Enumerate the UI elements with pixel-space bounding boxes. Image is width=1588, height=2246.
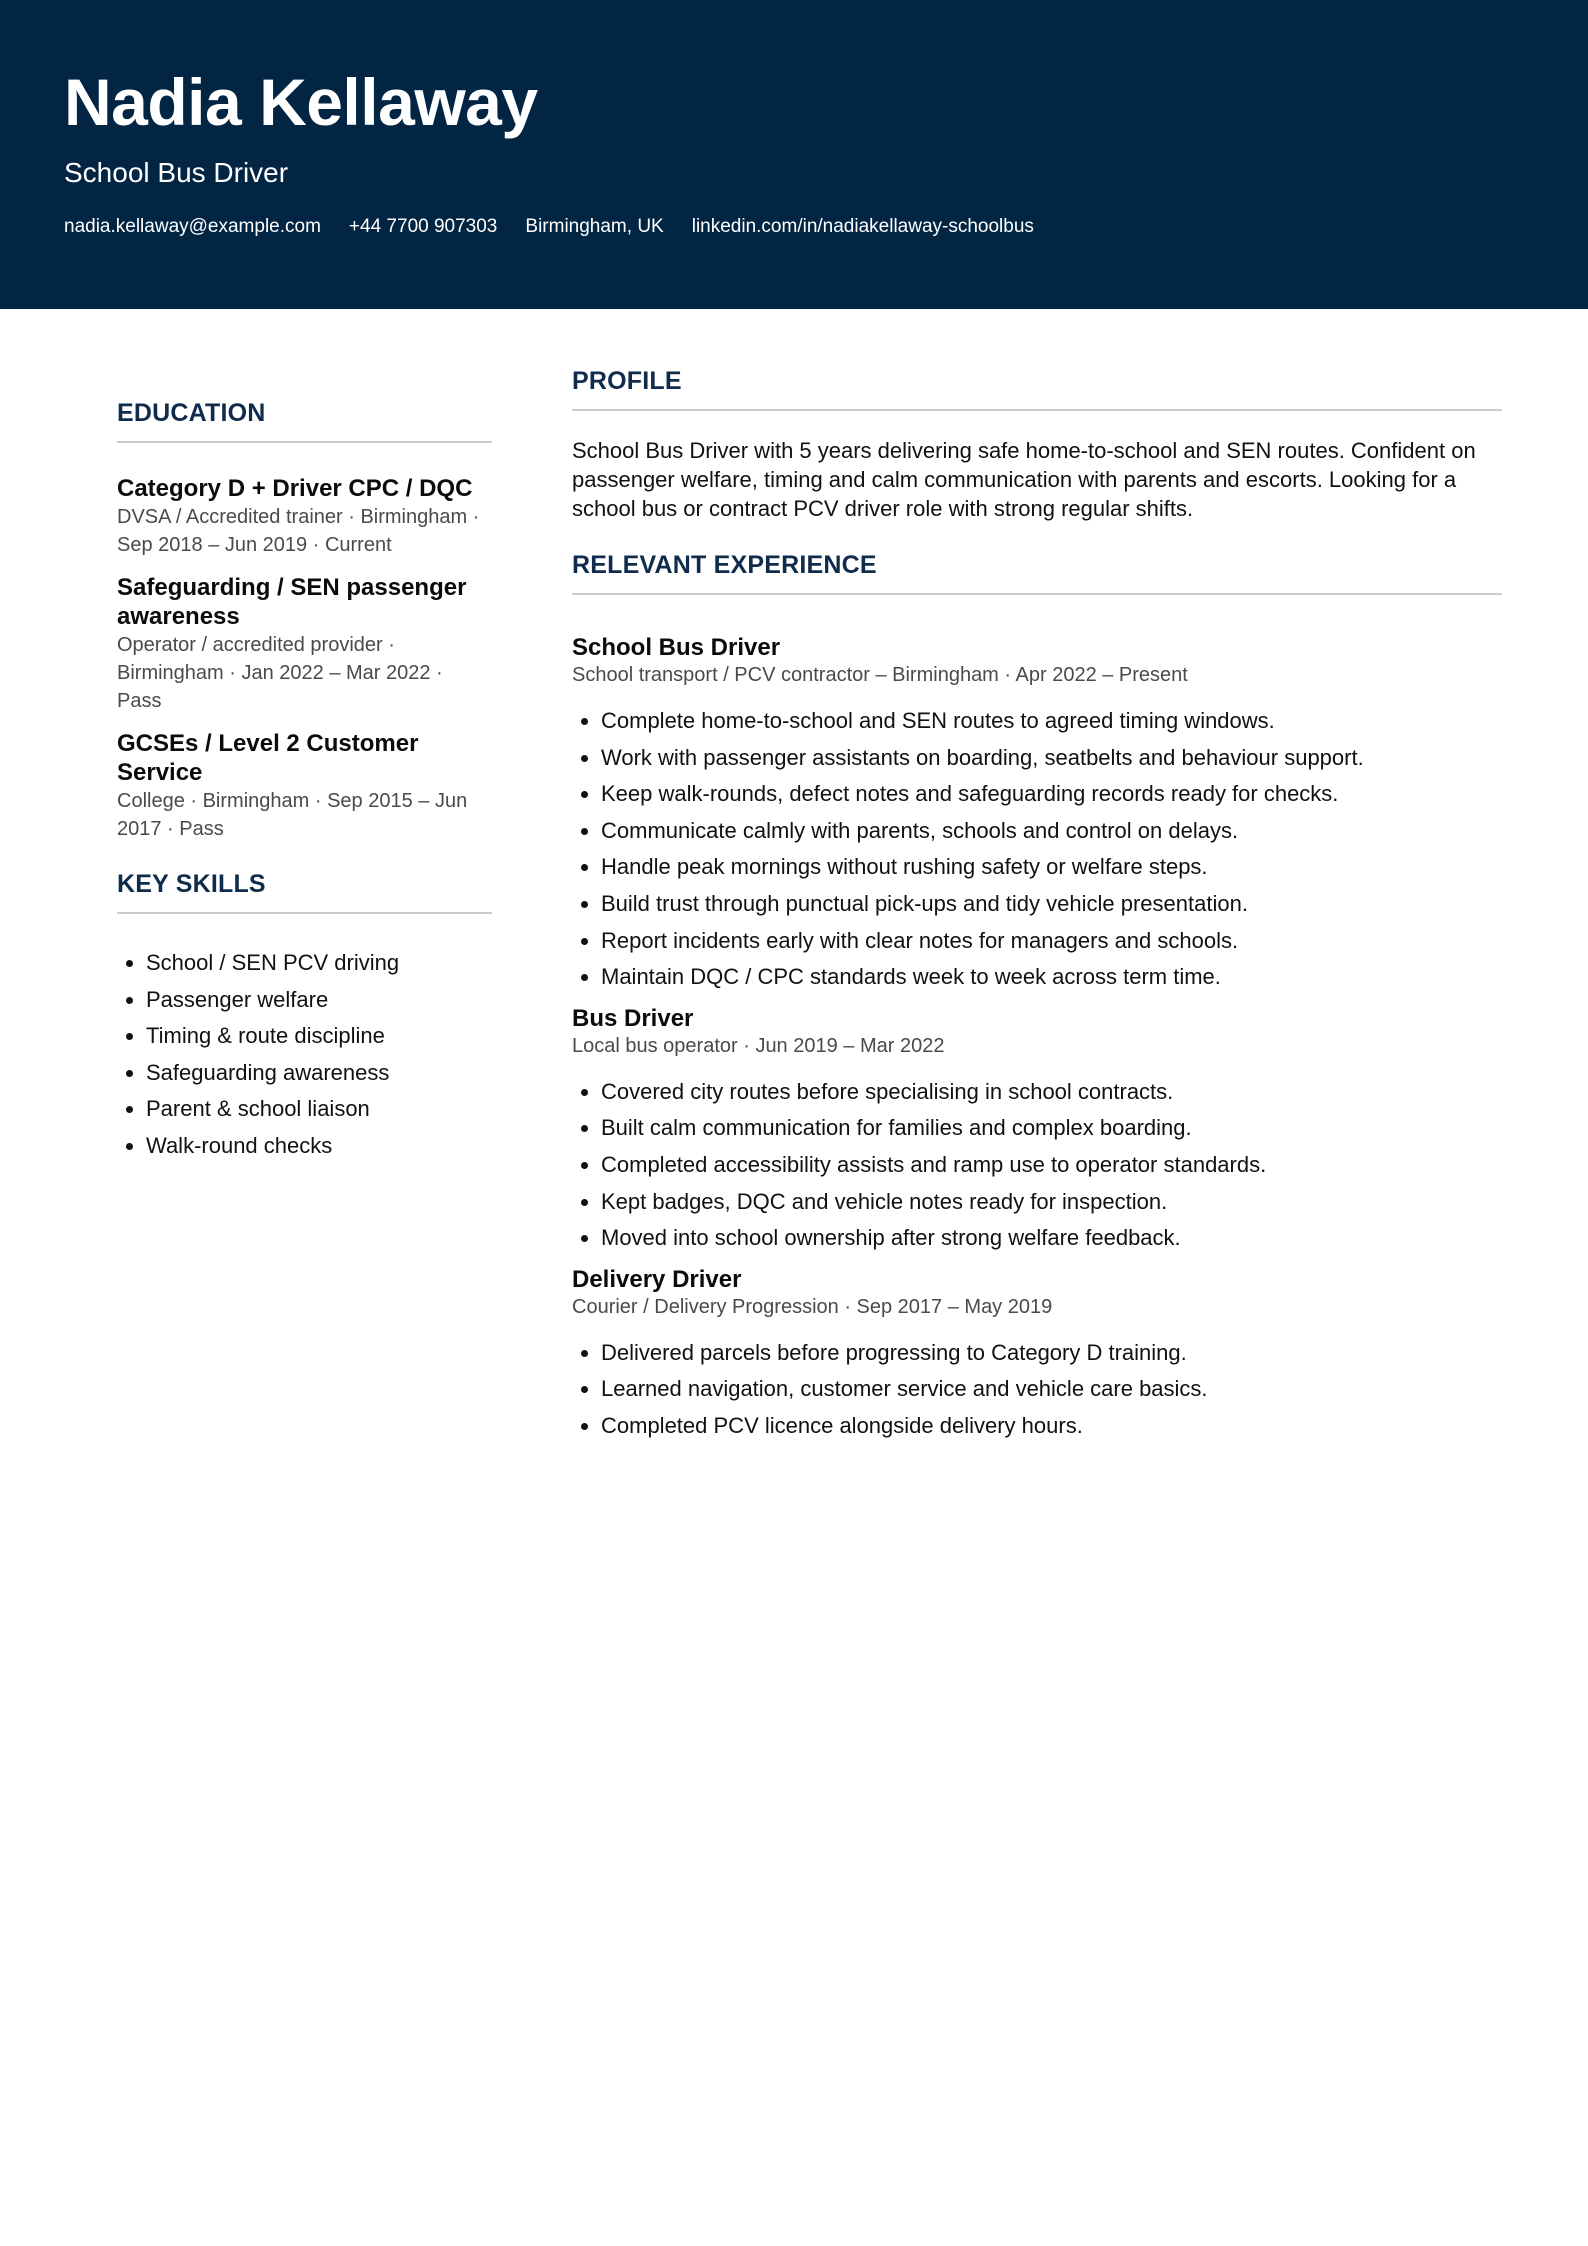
contact-line <box>64 214 1062 240</box>
job-bullet: • Completed PCV licence alongside delivery hours. <box>601 1408 1502 1445</box>
education-title: GCSEs / Level 2 Customer Service <box>117 730 419 786</box>
contact-location: Birmingham, UK <box>525 216 664 237</box>
education-title: Category D + Driver CPC / DQC <box>117 475 473 502</box>
education-heading: EDUCATION <box>117 396 492 443</box>
job-title: School Bus Driver <box>572 634 781 661</box>
left-column <box>117 396 492 1165</box>
education-item <box>117 573 492 715</box>
education-meta: Operator / accredited provider · Birmingham · Jan 2022 – Mar 2022 · Pass <box>117 634 443 712</box>
skill-item: • Parent & school liaison <box>146 1091 492 1128</box>
job-bullet: • Keep walk-rounds, defect notes and safeguarding records ready for checks. <box>601 776 1502 813</box>
job-bullet: • Complete home-to-school and SEN routes to agreed timing windows. <box>601 703 1502 740</box>
job-bullet: • Report incidents early with clear notes for managers and schools. <box>601 923 1502 960</box>
candidate-name: Nadia Kellaway <box>64 65 538 139</box>
job-bullet: • Work with passenger assistants on boarding, seatbelts and behaviour support. <box>601 740 1502 777</box>
job-bullet: • Delivered parcels before progressing to Category D training. <box>601 1335 1502 1372</box>
job-meta: Local bus operator · Jun 2019 – Mar 2022 <box>572 1034 945 1057</box>
contact-linkedin[interactable]: linkedin.com/in/nadiakellaway-schoolbus <box>691 216 1034 237</box>
job-bullet: • Covered city routes before specialising in school contracts. <box>601 1074 1502 1111</box>
job-entry <box>572 1265 1502 1445</box>
contact-email[interactable]: nadia.kellaway@example.com <box>64 216 321 237</box>
skill-item: • Passenger welfare <box>146 982 492 1019</box>
job-bullet: • Kept badges, DQC and vehicle notes ready for inspection. <box>601 1184 1502 1221</box>
job-entry <box>572 1004 1502 1257</box>
job-bullet: • Built calm communication for families and complex boarding. <box>601 1110 1502 1147</box>
job-meta: Courier / Delivery Progression · Sep 2017 – May 2019 <box>572 1295 1053 1318</box>
skill-item: • School / SEN PCV driving <box>146 945 492 982</box>
job-title: Bus Driver <box>572 1004 694 1032</box>
skills-list <box>117 945 492 1165</box>
education-meta: College · Birmingham · Sep 2015 – Jun 2017 · Pass <box>117 790 468 840</box>
skill-item: • Timing & route discipline <box>146 1018 492 1055</box>
job-bullet: • Learned navigation, customer service and vehicle care basics. <box>601 1371 1502 1408</box>
job-bullet: • Build trust through punctual pick-ups and tidy vehicle presentation. <box>601 886 1502 923</box>
job-bullets <box>572 1335 1502 1445</box>
job-bullet: • Completed accessibility assists and ramp use to operator standards. <box>601 1147 1502 1184</box>
right-column <box>572 364 1502 1445</box>
contact-phone[interactable]: +44 7700 907303 <box>348 216 498 237</box>
job-bullet: • Maintain DQC / CPC standards week to week across term time. <box>601 959 1502 996</box>
education-title: Safeguarding / SEN passenger awareness <box>117 574 467 630</box>
job-entry <box>572 633 1502 996</box>
education-meta: DVSA / Accredited trainer · Birmingham · Sep 2018 – Jun 2019 · Current <box>117 506 480 556</box>
skills-heading: KEY SKILLS <box>117 867 492 914</box>
job-bullet: • Moved into school ownership after strong welfare feedback. <box>601 1220 1502 1257</box>
experience-heading: RELEVANT EXPERIENCE <box>572 548 1502 595</box>
job-bullets <box>572 1074 1502 1257</box>
skill-item: • Safeguarding awareness <box>146 1055 492 1092</box>
job-bullets <box>572 703 1502 996</box>
profile-heading: PROFILE <box>572 364 1502 411</box>
job-meta: School transport / PCV contractor – Birmingham · Apr 2022 – Present <box>572 664 1188 686</box>
skill-item: • Walk-round checks <box>146 1128 492 1165</box>
job-title: Delivery Driver <box>572 1265 742 1293</box>
candidate-role: School Bus Driver <box>64 157 289 188</box>
resume-header <box>0 0 1588 309</box>
education-item <box>117 729 492 843</box>
job-bullet: • Handle peak mornings without rushing safety or welfare steps. <box>601 849 1502 886</box>
profile-summary: School Bus Driver with 5 years delivering safe home-to-school and SEN routes. Confident on passenger welfare, timing and calm communication with parents and escorts. Looking for a school bus or contract PCV driver role with strong regular shifts. <box>572 438 1476 521</box>
education-item <box>117 474 492 559</box>
job-bullet: • Communicate calmly with parents, schools and control on delays. <box>601 813 1502 850</box>
